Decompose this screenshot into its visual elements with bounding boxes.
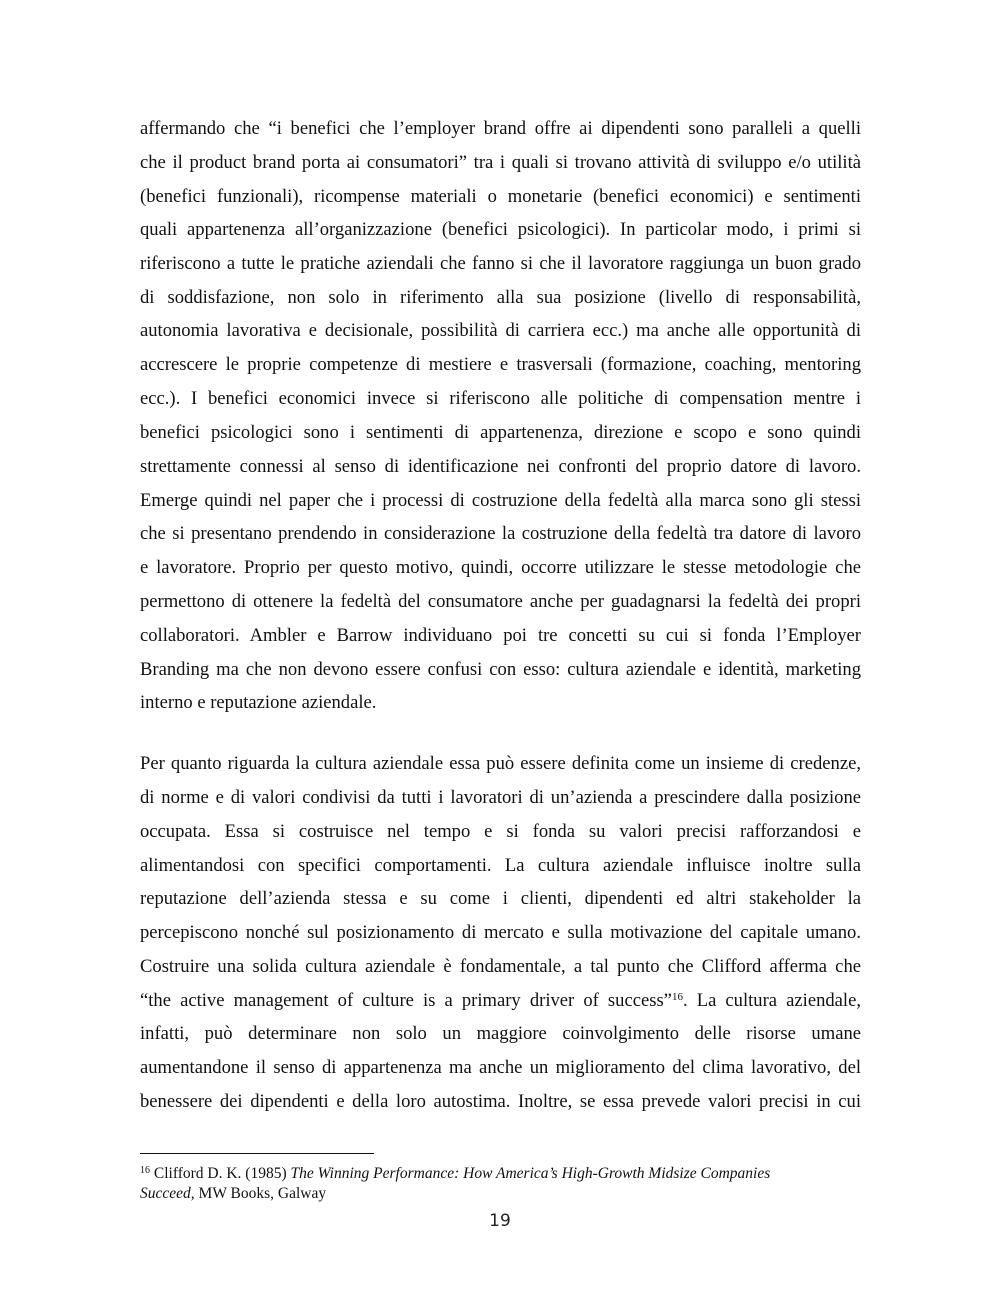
quote-text: “the active management of culture is a primary driver of success” <box>140 990 672 1011</box>
text-line: alimentandosi con specifici comportamenti. La cultura aziendale influisce inoltre sulla <box>140 855 861 876</box>
footnote-title-continued: Succeed, <box>140 1185 195 1202</box>
text-line: reputazione dell’azienda stessa e su come i clienti, dipendenti ed altri stakeholder la <box>140 888 861 909</box>
text-line: riferiscono a tutte le pratiche aziendali che fanno si che il lavoratore raggiunga un buon grado <box>140 253 861 274</box>
footnote-separator <box>140 1153 374 1154</box>
footnote-author: Clifford D. K. (1985) <box>150 1165 291 1182</box>
text-line: e lavoratore. Proprio per questo motivo, quindi, occorre utilizzare le stesse metodologie che <box>140 557 861 578</box>
text-line: che si presentano prendendo in considerazione la costruzione della fedeltà tra datore di lavoro <box>140 523 861 544</box>
text-line: Branding ma che non devono essere confusi con esso: cultura aziendale e identità, marketing <box>140 659 861 680</box>
page-number: 19 <box>489 1211 511 1231</box>
text-line: collaboratori. Ambler e Barrow individuano poi tre concetti su cui si fonda l’Employer <box>140 625 861 646</box>
text-line: autonomia lavorativa e decisionale, possibilità di carriera ecc.) ma anche alle opportunità di <box>140 320 861 341</box>
footnote-title: The Winning Performance: How America’s High-Growth Midsize Companies <box>290 1165 771 1182</box>
text-line: percepiscono nonché sul posizionamento di mercato e sulla motivazione del capitale umano. <box>140 922 861 943</box>
text-line: benessere dei dipendenti e della loro autostima. Inoltre, se essa prevede valori precisi in cui <box>140 1091 861 1112</box>
footnote-number: 16 <box>140 1165 150 1176</box>
footnote-publisher: MW Books, Galway <box>194 1185 327 1202</box>
text-line: Per quanto riguarda la cultura aziendale essa può essere definita come un insieme di credenze, <box>140 753 861 774</box>
text-line: Costruire una solida cultura aziendale è fondamentale, a tal punto che Clifford afferma che <box>140 956 861 977</box>
text-line: quali appartenenza all’organizzazione (benefici psicologici). In particolar modo, i primi si <box>140 219 861 240</box>
text-line: di soddisfazione, non solo in riferimento alla sua posizione (livello di responsabilità, <box>140 287 861 308</box>
text-line: infatti, può determinare non solo un maggiore coinvolgimento delle risorse umane <box>140 1023 861 1044</box>
text-line: strettamente connessi al senso di identificazione nei confronti del proprio datore di lavoro. <box>140 456 861 477</box>
text-line: che il product brand porta ai consumatori” tra i quali si trovano attività di sviluppo e/o utilità <box>140 152 861 173</box>
footnote-line <box>140 1184 861 1204</box>
text-line-with-footnote-ref <box>140 990 861 1012</box>
text-line: accrescere le proprie competenze di mestiere e trasversali (formazione, coaching, mentoring <box>140 354 861 375</box>
text-line: occupata. Essa si costruisce nel tempo e si fonda su valori precisi rafforzandosi e <box>140 821 861 842</box>
text-line: (benefici funzionali), ricompense materiali o monetarie (benefici economici) e sentimenti <box>140 186 861 207</box>
text-line: ecc.). I benefici economici invece si riferiscono alle politiche di compensation mentre i <box>140 388 861 409</box>
text-line: di norme e di valori condivisi da tutti i lavoratori di un’azienda a prescindere dalla posizione <box>140 787 861 808</box>
text-continuation: . La cultura aziendale, <box>682 990 861 1011</box>
footnote-line <box>140 1164 861 1184</box>
footnote-reference[interactable]: 16 <box>671 991 683 1003</box>
text-line: Emerge quindi nel paper che i processi di costruzione della fedeltà alla marca sono gli stessi <box>140 490 861 511</box>
text-line: permettono di ottenere la fedeltà del consumatore anche per guadagnarsi la fedeltà dei propri <box>140 591 861 612</box>
text-line: affermando che “i benefici che l’employer brand offre ai dipendenti sono paralleli a quelli <box>140 118 861 139</box>
text-line: aumentandone il senso di appartenenza ma anche un miglioramento del clima lavorativo, del <box>140 1057 861 1078</box>
text-line: interno e reputazione aziendale. <box>140 692 377 713</box>
text-line: benefici psicologici sono i sentimenti di appartenenza, direzione e scopo e sono quindi <box>140 422 861 443</box>
